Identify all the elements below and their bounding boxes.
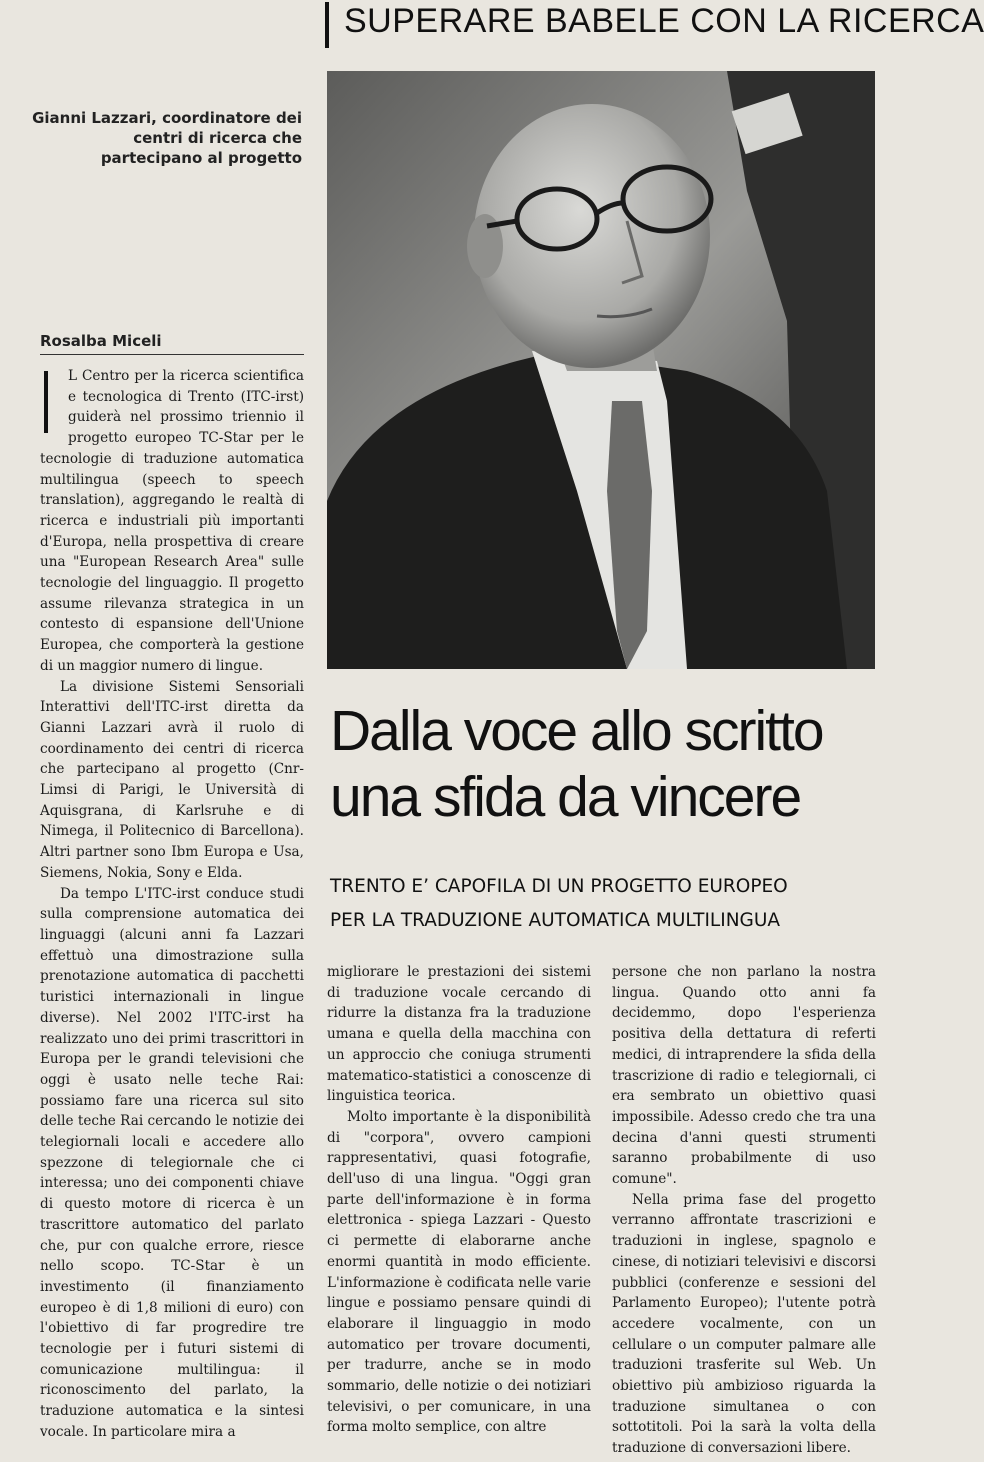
subheadline bbox=[330, 870, 882, 938]
headline bbox=[330, 698, 882, 830]
author-byline: Rosalba Miceli bbox=[40, 332, 304, 355]
paragraph: Nella prima fase del progetto verranno affrontate trascrizioni e traduzioni in inglese, spagnolo e cinese, di notiziari televisivi e discorsi pubblici (conferenze e sessioni del Parlamento Europeo); l'utente potrà accedere vocalmente, con un cellulare o un computer palmare alle traduzioni trasferite sul Web. Un obiettivo più ambizioso riguarda la traduzione simultanea o con sottotitoli. Poi la sarà la volta della traduzione di conversazioni libere. bbox=[612, 1191, 876, 1457]
subheadline-line: TRENTO E’ CAPOFILA DI UN PROGETTO EUROPEO bbox=[330, 876, 788, 897]
photo-caption: Gianni Lazzari, coordinatore dei centri di ricerca che partecipano al progetto bbox=[32, 109, 302, 167]
paragraph: Da tempo L'ITC-irst conduce studi sulla comprensione automatica dei linguaggi (alcuni anni fa Lazzari effettuò una dimostrazione sulla prenotazione automatica di pacchetti turistici internazionali in lingue diverse). Nel 2002 l'ITC-irst ha realizzato uno dei primi trascrittori in Europa per le grandi televisioni che oggi è usato nelle teche Rai: possiamo fare una ricerca sul sito delle teche Rai cercando le notizie dei telegiornali locali e accedere allo spezzone di telegiornale che ci interessa; uno dei componenti chiave di questo motore di ricerca è un trascrittore automatico del parlato che, pur con qualche errore, riesce nello scopo. TC-Star è un investimento (il finanziamento europeo è di 1,8 milioni di euro) con l'obiettivo di far progredire tre tecnologie per i futuri sistemi di comunicazione multilingua: il riconoscimento del parlato, la traduzione automatica e la sintesi vocale. In particolare mira a bbox=[40, 885, 304, 1440]
portrait-photo bbox=[327, 71, 875, 669]
article-column-middle bbox=[327, 962, 591, 1438]
paragraph: migliorare le prestazioni dei sistemi di traduzione vocale cercando di ridurre la distanza fra la traduzione umana e quella della macchina con un approccio che coniuga strumenti matematico-statistici a conoscenze di linguistica teorica. bbox=[327, 964, 591, 1105]
article-column-right bbox=[612, 962, 876, 1459]
kicker-rule bbox=[325, 2, 329, 48]
paragraph: persone che non parlano la nostra lingua. Quando otto anni fa decidemmo, dopo l'esperienza positiva della dettatura di referti medici, di intraprendere la sfida della trascrizione di radio e telegiornali, ci era sembrato un obiettivo quasi impossibile. Adesso credo che tra una decina d'anni questi strumenti saranno probabilmente di uso comune". bbox=[612, 964, 876, 1188]
paragraph: Molto importante è la disponibilità di "corpora", ovvero campioni rappresentativi, quasi fotografie, dell'uso di una lingua. "Oggi gran parte dell'informazione è in forma elettronica - spiega Lazzari - Questo ci permette di elaborarne anche enormi quantità in modo efficiente. L'informazione è codificata nelle varie lingue e possiamo pensare quindi di elaborare il linguaggio in modo automatico per trovare documenti, per tradurre, anche se in modo sommario, delle notizie o dei notiziari televisivi, o per comunicare, in una forma molto semplice, con altre bbox=[327, 1108, 591, 1436]
section-kicker: SUPERARE BABELE CON LA RICERCA bbox=[344, 2, 984, 40]
headline-line: Dalla voce allo scritto bbox=[330, 699, 823, 763]
headline-line: una sfida da vincere bbox=[330, 765, 801, 829]
article-column-left bbox=[40, 366, 304, 1443]
paragraph: L Centro per la ricerca scientifica e tecnologica di Trento (ITC-irst) guiderà nel prossimo triennio il progetto europeo TC-Star per le tecnologie di traduzione automatica multilingua (speech to speech translation), aggregando le realtà di ricerca e industriali più importanti d'Europa, nella prospettiva di creare una "European Research Area" sulle tecnologie del linguaggio. Il progetto assume rilevanza strategica in un contesto di espansione dell'Unione Europea, che comporterà la gestione di un maggior numero di lingue. bbox=[40, 368, 304, 674]
portrait-illustration bbox=[327, 71, 875, 669]
paragraph: La divisione Sistemi Sensoriali Interattivi dell'ITC-irst diretta da Gianni Lazzari avrà il ruolo di coordinamento dei centri di ricerca che partecipano al progetto (Cnr-Limsi di Parigi, le Università di Aquisgrana, di Karlsruhe e di Nimega, il Politecnico di Barcellona). Altri partner sono Ibm Europa e Usa, Siemens, Nokia, Sony e Elda. bbox=[40, 678, 304, 881]
subheadline-line: PER LA TRADUZIONE AUTOMATICA MULTILINGUA bbox=[330, 910, 781, 931]
drop-cap bbox=[44, 371, 58, 433]
